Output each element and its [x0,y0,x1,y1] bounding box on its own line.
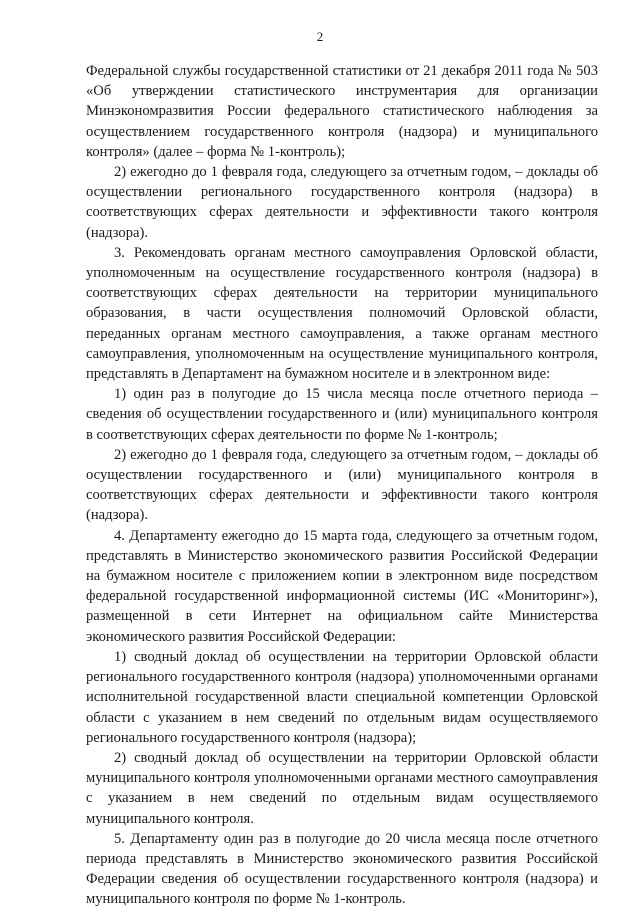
document-body [86,61,598,910]
paragraph-clause-3: 3. Рекомендовать органам местного самоуправления Орловской области, уполномоченным на осуществление государственного контроля (надзора) в соответствующих сферах деятельности на территории муниципального образования, в части осуществления полномочий Орловской области, переданных органам местного самоуправления, а также органам местного самоуправления, уполномоченным на осуществление муниципального контроля, представлять в Департамент на бумажном носителе и в электронном виде: [86,244,598,383]
paragraph-clause-4: 4. Департаменту ежегодно до 15 марта года, следующего за отчетным годом, представлять в Министерство экономического развития Российской Федерации на бумажном носителе с приложением копии в электронном виде посредством федеральной государственной информационной системы (ИС «Мониторинг»), размещенной в сети Интернет на официальном сайте Министерства экономического развития Российской Федерации: [86,527,598,645]
paragraph-continuation: Федеральной службы государственной статистики от 21 декабря 2011 года № 503 «Об утверждении статистического инструментария для организации Минэкономразвития России федерального статистического наблюдения за осуществлением государственного контроля (надзора) и муниципального контроля» (далее – форма № 1-контроль); [86,63,598,160]
page-number: 2 [316,29,324,44]
paragraph-clause-3-item-2: 2) ежегодно до 1 февраля года, следующего за отчетным годом, – доклады об осуществлении государственного и (или) муниципального контроля в соответствующих сферах деятельности и эффективности такого контроля (надзора). [86,446,598,524]
paragraph-clause-4-item-1: 1) сводный доклад об осуществлении на территории Орловской области регионального государственного контроля (надзора) уполномоченными органами исполнительной государственной власти специальной компетенции Орловской области с указанием в нем сведений по отдельным видам осуществляемого регионального государственного контроля (надзора); [86,648,598,746]
paragraph-clause-3-item-1: 1) один раз в полугодие до 15 числа месяца после отчетного периода – сведения об осуществлении государственного и (или) муниципального контроля в соответствующих сферах деятельности по форме № 1-контроль; [86,386,598,443]
paragraph-item-2-annual-reports: 2) ежегодно до 1 февраля года, следующего за отчетным годом, – доклады об осуществлении регионального государственного контроля (надзора) в соответствующих сферах деятельности и эффективности такого контроля (надзора). [86,164,598,241]
paragraph-clause-5: 5. Департаменту один раз в полугодие до 20 числа месяца после отчетного периода представлять в Министерство экономического развития Российской Федерации сведения об осуществлении государственного контроля (надзора) и муниципального контроля по форме № 1-контроль. [86,830,598,908]
paragraph-clause-4-item-2: 2) сводный доклад об осуществлении на территории Орловской области муниципального контроля уполномоченными органами местного самоуправления с указанием в нем сведений по отдельным видам осуществляемого муниципального контроля. [86,749,598,827]
